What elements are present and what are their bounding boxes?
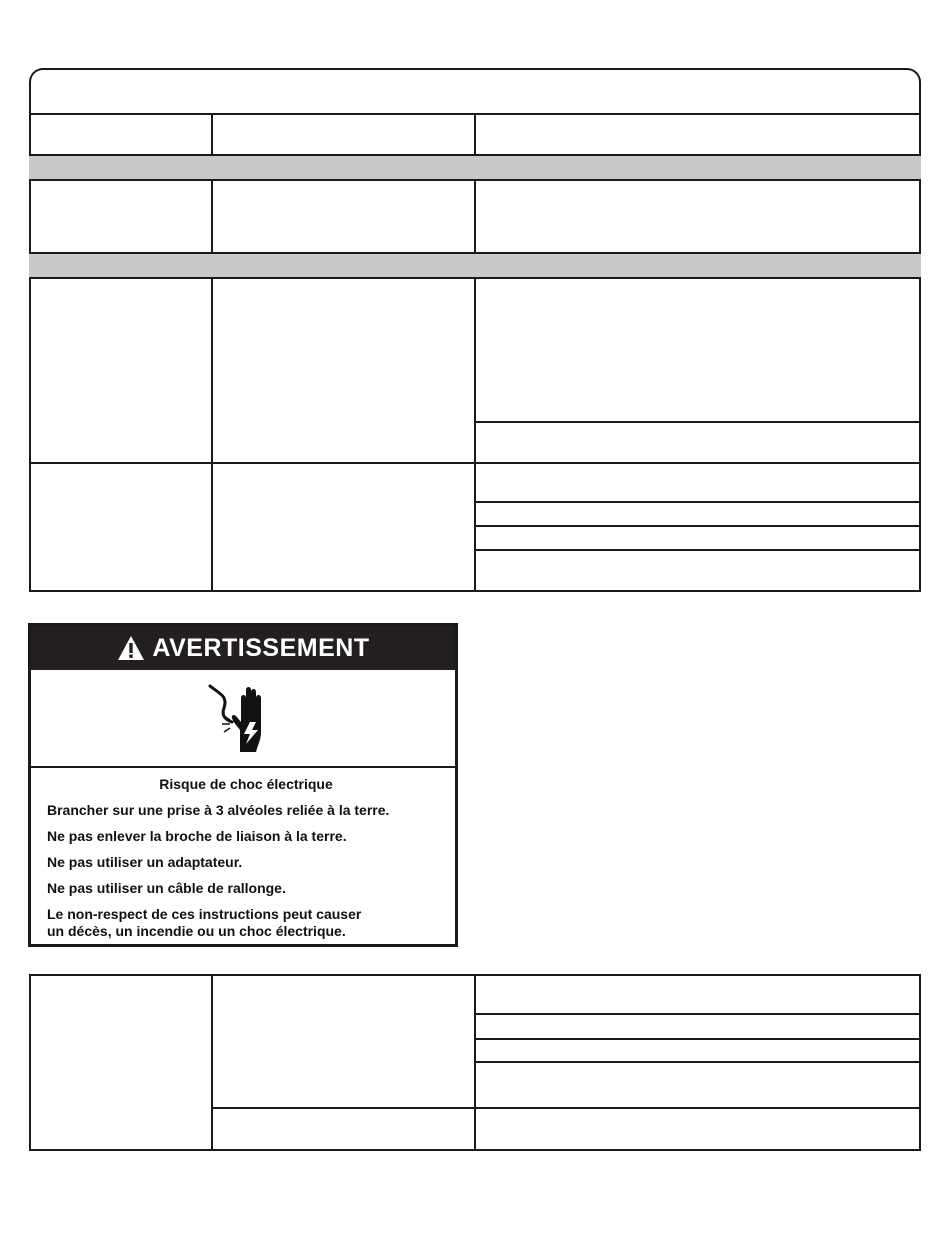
table-border-left [29, 113, 31, 592]
column-divider [211, 974, 213, 1151]
section-header-band [29, 252, 921, 279]
column-header-problem [31, 116, 211, 124]
table-title-bar [29, 68, 921, 115]
table-rule [474, 501, 921, 503]
table-rule [29, 462, 921, 464]
section-label [33, 158, 45, 166]
section-label [33, 256, 45, 264]
table-border-left [29, 974, 31, 1151]
electrical-shock-warning [28, 623, 458, 947]
column-header-solution [476, 116, 919, 124]
column-divider [211, 277, 213, 592]
table-rule [29, 590, 921, 592]
table-rule [474, 525, 921, 527]
table-rule [474, 1013, 921, 1015]
column-header-cause [213, 116, 474, 124]
table-rule [29, 1149, 921, 1151]
table-rule [474, 549, 921, 551]
column-divider [474, 179, 476, 253]
consequence-statement: Le non-respect de ces instructions peut causer un décès, un incendie ou un choc électrique. [47, 906, 362, 939]
pictogram-row [31, 670, 455, 768]
risk-title: Risque de choc électrique [159, 776, 333, 792]
table-border-right [919, 113, 921, 592]
instruction-line: Ne pas utiliser un câble de rallonge. [47, 880, 286, 896]
warning-triangle-icon [116, 634, 146, 662]
electric-shock-hand-icon [206, 680, 280, 756]
table-title [39, 82, 51, 90]
column-divider [211, 179, 213, 253]
table-rule [474, 421, 921, 423]
instruction-line: Brancher sur une prise à 3 alvéoles reliée à la terre. [47, 802, 390, 818]
table-rule [474, 1038, 921, 1040]
table-rule [474, 1061, 921, 1063]
instruction-line: Ne pas enlever la broche de liaison à la terre. [47, 828, 347, 844]
table-rule [211, 1107, 921, 1109]
warning-message [47, 776, 445, 949]
instruction-line: Ne pas utiliser un adaptateur. [47, 854, 243, 870]
column-divider [474, 277, 476, 592]
warning-header [31, 626, 455, 670]
section-header-band [29, 154, 921, 181]
signal-word: AVERTISSEMENT [152, 633, 370, 662]
